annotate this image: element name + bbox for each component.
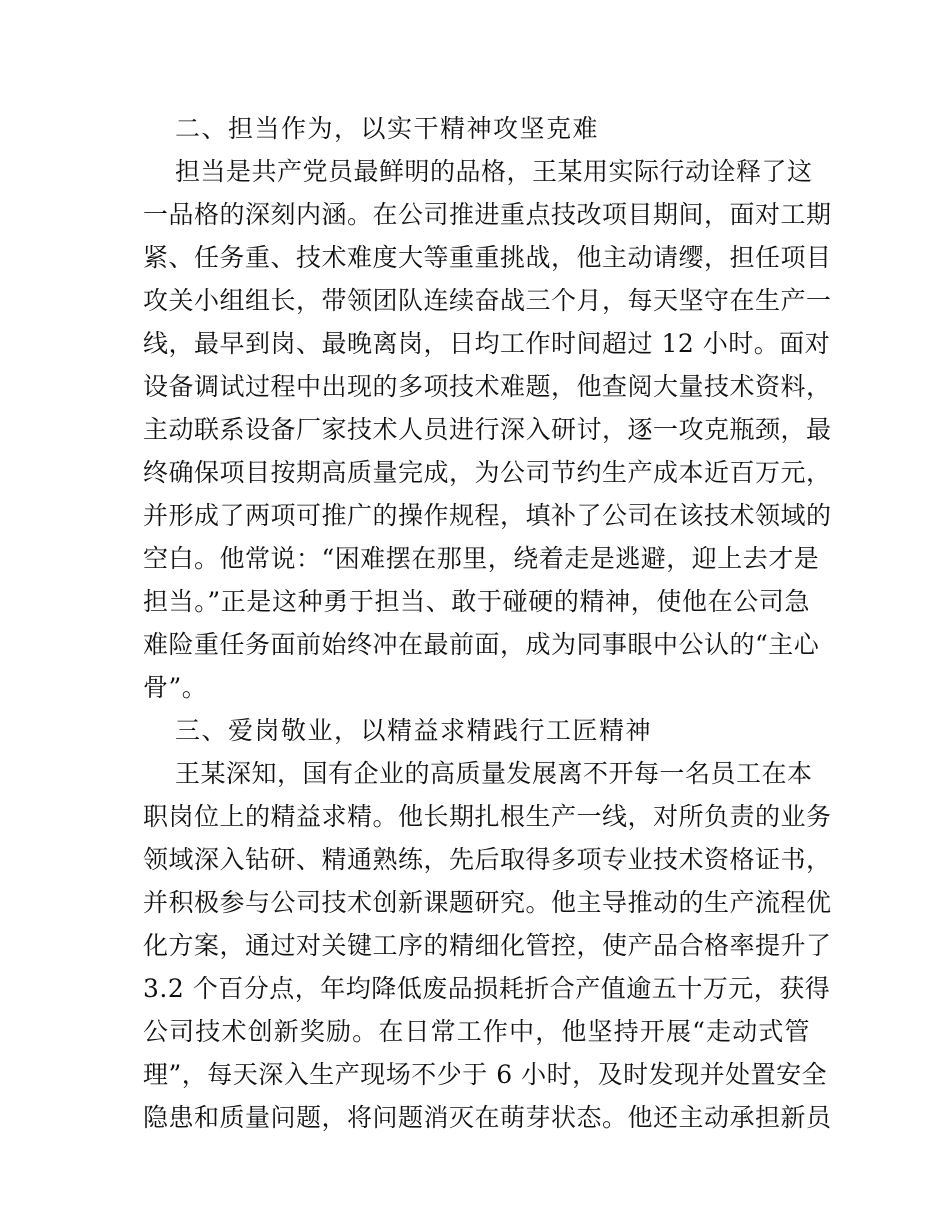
paragraph-line: 攻关小组组长，带领团队连续奋战三个月，每天坚守在生产一 [143, 286, 832, 315]
paragraph-line: 难险重任务面前始终冲在最前面，成为同事眼中公认的“主心 [143, 630, 820, 659]
paragraph-line: 王某深知，国有企业的高质量发展离不开每一名员工在本 [175, 759, 813, 788]
section-heading-3: 三、爱岗敬业，以精益求精践行工匠精神 [175, 716, 653, 745]
paragraph-line: 终确保项目按期高质量完成，为公司节约生产成本近百万元， [143, 458, 832, 487]
section-heading-2: 二、担当作为，以实干精神攻坚克难 [175, 114, 600, 143]
paragraph-line: 线，最早到岗、最晚离岗，日均工作时间超过 12 小时。面对 [143, 329, 831, 358]
paragraph-line: 骨”。 [143, 673, 208, 702]
paragraph-line: 化方案，通过对关键工序的精细化管控，使产品合格率提升了 [143, 931, 832, 960]
paragraph-line: 空白。他常说：“困难摆在那里，绕着走是逃避，迎上去才是 [143, 544, 820, 573]
paragraph-line: 隐患和质量问题，将问题消灭在萌芽状态。他还主动承担新员 [143, 1103, 832, 1132]
paragraph-line: 并积极参与公司技术创新课题研究。他主导推动的生产流程优 [143, 888, 832, 917]
paragraph-line: 紧、任务重、技术难度大等重重挑战，他主动请缨，担任项目 [143, 243, 832, 272]
paragraph-line: 设备调试过程中出现的多项技术难题，他查阅大量技术资料， [143, 372, 832, 401]
paragraph-line: 理”，每天深入生产现场不少于 6 小时，及时发现并处置安全 [143, 1060, 828, 1089]
paragraph-line: 职岗位上的精益求精。他长期扎根生产一线，对所负责的业务 [143, 802, 832, 831]
paragraph-line: 公司技术创新奖励。在日常工作中，他坚持开展“走动式管 [143, 1017, 810, 1046]
paragraph-line: 担当是共产党员最鲜明的品格，王某用实际行动诠释了这 [175, 157, 813, 186]
paragraph-line: 领域深入钻研、精通熟练，先后取得多项专业技术资格证书， [143, 845, 832, 874]
paragraph-line: 主动联系设备厂家技术人员进行深入研讨，逐一攻克瓶颈，最 [143, 415, 832, 444]
paragraph-line: 并形成了两项可推广的操作规程，填补了公司在该技术领域的 [143, 501, 832, 530]
paragraph-line: 一品格的深刻内涵。在公司推进重点技改项目期间，面对工期 [143, 200, 832, 229]
paragraph-line: 3.2 个百分点，年均降低废品损耗折合产值逾五十万元，获得 [143, 974, 831, 1003]
paragraph-line: 担当。”正是这种勇于担当、敢于碰硬的精神，使他在公司急 [143, 587, 810, 616]
